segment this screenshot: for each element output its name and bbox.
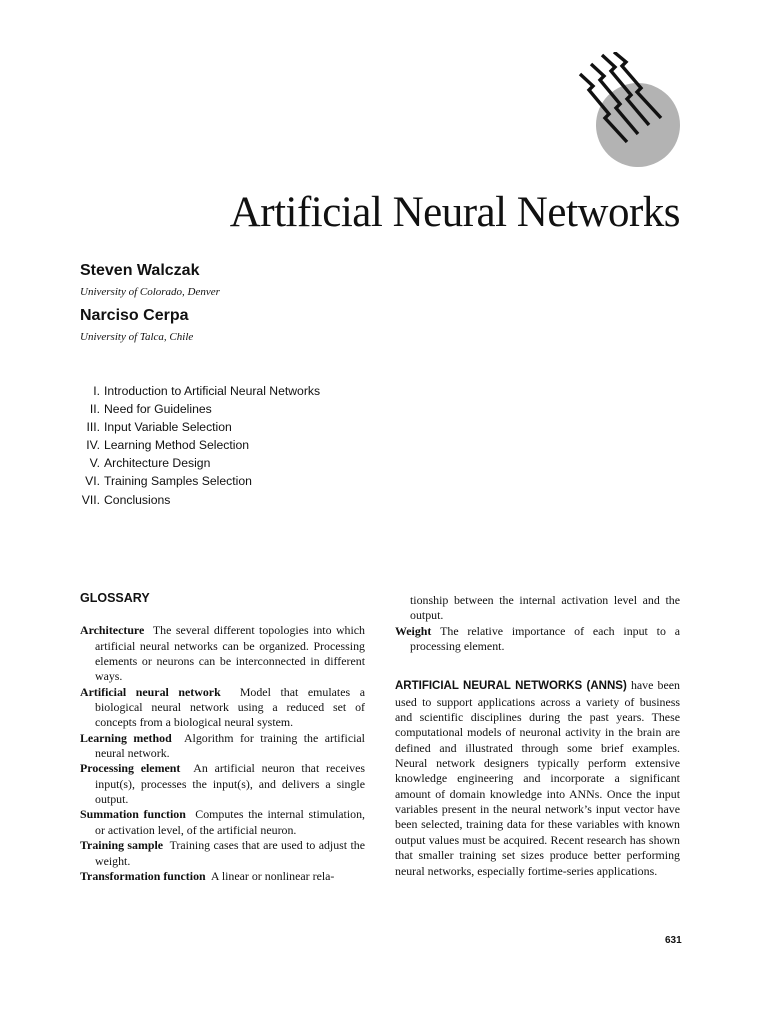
glossary-definition: Computes the internal stimulation, or activation level, of the artificial neuron. (95, 807, 366, 837)
glossary-entry (80, 807, 365, 838)
outline-text: Architecture Design (104, 456, 211, 471)
author-name-2: Narciso Cerpa (80, 307, 189, 324)
outline-number: IV. (86, 438, 100, 453)
outline-item (78, 472, 320, 490)
glossary-definition: Algorithm for training the artificial neural network. (95, 730, 365, 761)
outline-number: VI. (85, 474, 100, 489)
outline-number: V. (89, 456, 100, 471)
glossary-term: Training sample (80, 838, 164, 853)
glossary-definition: Model that emulates a biological neural network using a reduced set of concepts from a biological neural system. (95, 684, 365, 730)
outline-number: III. (86, 420, 100, 435)
glossary-continuation: tionship between the internal activation level and the output. (410, 593, 680, 623)
glossary-term: Processing element (80, 761, 181, 776)
outline-item (78, 491, 320, 509)
glossary-definition: A linear or nonlinear rela- (210, 868, 335, 883)
glossary-entry (80, 761, 365, 807)
article-title: Artificial Neural Networks (229, 189, 680, 236)
outline-text: Need for Guidelines (104, 402, 212, 417)
glossary-definition: Training cases that are used to adjust the weight. (95, 838, 365, 868)
outline-number: I. (93, 384, 100, 398)
outline-text: Conclusions (104, 492, 171, 507)
glossary-term: Architecture (80, 623, 145, 638)
page-number: 631 (665, 935, 682, 946)
outline-number: II. (89, 402, 100, 417)
outline-text: Introduction to Artificial Neural Networks (104, 384, 321, 398)
outline-number: VII. (81, 492, 100, 507)
intro-lead-in: ARTIFICIAL NEURAL NETWORKS (ANNS) (395, 680, 627, 693)
glossary-entry (80, 623, 365, 684)
lightning-bolts-logo-icon (575, 52, 685, 170)
intro-text: have been used to support applications across a variety of business and scientific disciplines during the past years. These computational models of neuronal activity in the brain are defined and illustrated through some brief examples. Neural network designers typically perform extensive knowledge engineering and incorporate a significant amount of domain knowledge into ANNs. Once the input variables present in the neural network’s input vector have been selected, training data for these variables with known output values must be acquired. Recent research has shown that smaller training set sizes produce better performing neural networks, especially fortime-series applications. (395, 678, 680, 878)
glossary-term: Weight (395, 623, 432, 638)
author-affiliation-1: University of Colorado, Denver (80, 286, 220, 298)
glossary-term: Artificial neural network (80, 684, 221, 699)
outline-item (78, 418, 320, 436)
glossary-heading: GLOSSARY (80, 591, 150, 605)
glossary-term: Summation function (80, 807, 186, 822)
glossary-definition: An artificial neuron that receives input(s), processes the input(s), and delivers a single output. (95, 761, 365, 807)
glossary-term: Transformation function (80, 868, 206, 883)
intro-paragraph (395, 678, 680, 878)
glossary-entry (395, 624, 680, 655)
author-name-1: Steven Walczak (80, 262, 200, 279)
outline-text: Input Variable Selection (104, 420, 232, 435)
glossary-term: Learning method (80, 730, 172, 745)
outline-item (78, 382, 320, 400)
outline-item (78, 436, 320, 454)
glossary-entry (80, 731, 365, 762)
outline-item (78, 454, 320, 472)
outline-text: Training Samples Selection (104, 474, 252, 489)
left-column (80, 591, 365, 884)
glossary-entry (80, 869, 365, 884)
glossary-entry (80, 685, 365, 731)
author-affiliation-2: University of Talca, Chile (80, 331, 194, 343)
outline-text: Learning Method Selection (104, 438, 249, 453)
right-column (395, 593, 680, 879)
article-outline (78, 382, 320, 509)
glossary-entry (80, 838, 365, 869)
glossary-definition: The several different topologies into which artificial neural networks can be organized. Processing elements or neurons can be interconnected in different ways. (95, 623, 365, 684)
glossary-definition: The relative importance of each input to a processing element. (410, 623, 680, 654)
outline-item (78, 400, 320, 418)
